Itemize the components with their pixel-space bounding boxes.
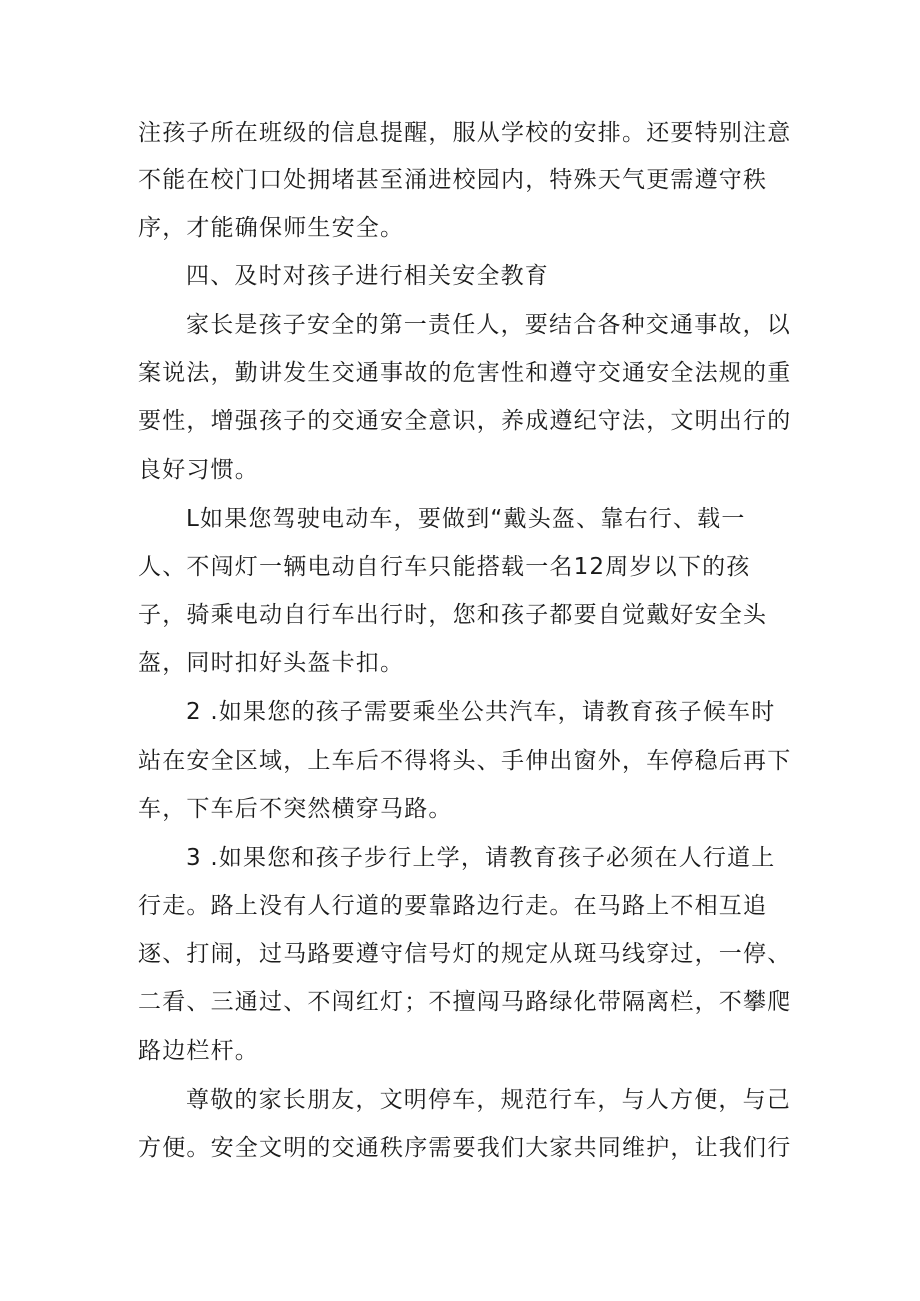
body-text-line: 序，才能确保师生安全。 [138, 215, 405, 241]
body-text-line: 方便。安全文明的交通秩序需要我们大家共同维护，让我们行 [138, 1135, 792, 1161]
list-item-text: 路边栏杆。 [138, 1038, 259, 1064]
body-text-line: 家长是孩子安全的第一责任人，要结合各种交通事故，以 [186, 312, 791, 338]
list-item-text: 人、不闯灯一辆电动自行车只能搭载一名12周岁以下的孩 [138, 554, 751, 580]
list-item-text: 二看、三通过、不闯红灯；不擅闯马路绿化带隔离栏，不攀爬 [138, 989, 792, 1015]
section-heading: 四、及时对孩子进行相关安全教育 [186, 263, 549, 289]
body-text-line: 注孩子所在班级的信息提醒，服从学校的安排。还要特别注意 [138, 120, 792, 146]
body-text-line: 不能在校门口处拥堵甚至涌进校园内，特殊天气更需遵守秩 [138, 167, 768, 193]
body-text-line: 尊敬的家长朋友，文明停车，规范行车，与人方便，与己 [186, 1087, 791, 1113]
body-text-line: 案说法，勤讲发生交通事故的危害性和遵守交通安全法规的重 [138, 360, 792, 386]
body-text-line: 良好习惯。 [138, 457, 259, 483]
list-item-text: 逐、打闹，过马路要遵守信号灯的规定从斑马线穿过，一停、 [138, 941, 792, 967]
list-item-text: 3 .如果您和孩子步行上学，请教育孩子必须在人行道上 [186, 845, 776, 871]
list-item-text: 行走。路上没有人行道的要靠路边行走。在马路上不相互追 [138, 893, 768, 919]
body-text-line: 要性，增强孩子的交通安全意识，养成遵纪守法，文明出行的 [138, 408, 792, 434]
list-item-text: 2 .如果您的孩子需要乘坐公共汽车，请教育孩子候车时 [186, 699, 776, 725]
list-item-text: 盔，同时扣好头盔卡扣。 [138, 650, 405, 676]
list-item-text: L如果您驾驶电动车，要做到“戴头盔、靠右行、载一 [186, 506, 746, 532]
list-item-text: 车，下车后不突然横穿马路。 [138, 796, 453, 822]
list-item-text: 子，骑乘电动自行车出行时，您和孩子都要自觉戴好安全头 [138, 602, 768, 628]
list-item-text: 站在安全区域，上车后不得将头、手伸出窗外，车停稳后再下 [138, 748, 792, 774]
